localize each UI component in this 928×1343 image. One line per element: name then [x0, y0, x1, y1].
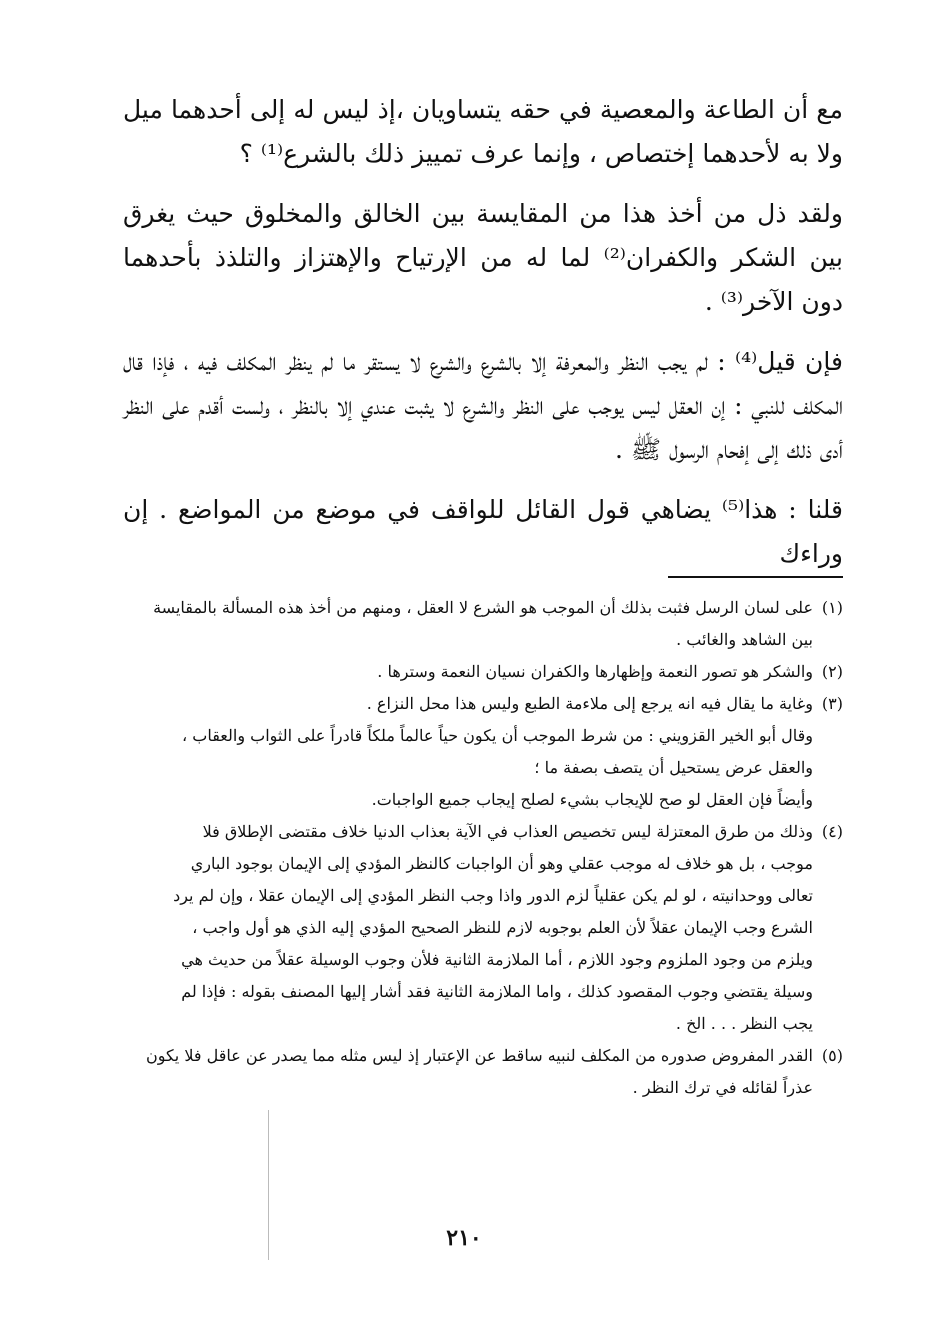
footnote-number: (٣) — [821, 694, 843, 713]
footnote-line: على لسان الرسل فثبت بذلك أن الموجب هو الشرع لا العقل ، ومنهم من أخذ هذه المسألة بالمقايسة — [153, 598, 813, 617]
footnote-number: (٢) — [821, 662, 843, 681]
footnote-number: (٤) — [821, 822, 843, 841]
footnote-line: وغاية ما يقال فيه انه يرجع إلى ملاءمة الطبع وليس هذا محل النزاع . — [366, 694, 813, 713]
footnote-line: وسيلة يقتضي وجوب المقصود كذلك ، واما الملازمة الثانية فقد أشار إليها المصنف بقوله : فإذا لم — [181, 982, 813, 1001]
footnote-line: والعقل عرض يستحيل أن يتصف بصفة ما ؛ — [534, 758, 813, 777]
footnote-line: ويلزم من وجود الملزوم وجود اللازم ، أما الملازمة الثانية فلأن وجوب الوسيلة عقلاً من حديث هي — [181, 950, 813, 969]
footnote-line: بين الشاهد والغائب . — [676, 630, 813, 649]
footnote-number: (١) — [821, 598, 843, 617]
footnote-line: وقال أبو الخير القزويني : من شرط الموجب أن يكون حياً عالماً ملكاً قادراً على الثواب والعقاب ، — [182, 726, 813, 745]
main-text — [123, 88, 843, 576]
paragraph-2: ولقد ذل من أخذ هذا من المقايسة بين الخالق والمخلوق حيث يغرق بين الشكر والكفران⁽²⁾ لما له من الإرتياح والإهتزاز والتلذذ بأحدهما دون الآخر⁽³⁾ . — [123, 199, 843, 316]
footnote-separator — [668, 576, 843, 578]
footnote-line: يجب النظر . . . الخ . — [675, 1014, 813, 1033]
footnote-number: (٥) — [821, 1046, 843, 1065]
footnote-line: القدر المفروض صدوره من المكلف لنبيه ساقط عن الإعتبار إذ ليس مثله مما يصدر عن عاقل فلا يكون — [145, 1046, 813, 1065]
footnote-line: الشرع وجب الإيمان عقلاً لأن العلم بوجوبه لازم للنظر الصحيح المؤدي إليه الذي هو أول واجب ، — [192, 918, 813, 937]
footnote-line: وذلك من طرق المعتزلة ليس تخصيص العذاب في الآية بعذاب الدنيا خلاف مقتضى الإطلاق فلا — [202, 822, 813, 841]
footnote-line: والشكر هو تصور النعمة وإظهارها والكفران نسيان النعمة وسترها . — [377, 662, 813, 681]
footnote-1 — [128, 592, 843, 656]
footnote-line: موجب ، بل هو خلاف له موجب عقلي وهو أن الواجبات كالنظر المؤدي إلى الإيمان بوجود الباري — [190, 854, 813, 873]
paragraph-4: قلنا : هذا⁽⁵⁾ يضاهي قول القائل للواقف في موضع من المواضع . إن وراءك — [123, 495, 843, 568]
paragraph-3: فإن قيل⁽⁴⁾ : لم يجب النظر والمعرفة إلا بالشرع والشرع لا يستقر ما لم ينظر المكلف فيه ، فإذا قال المكلف للنبي : إن العقل ليس يوجب على النظر والشرع لا يثبت عندي إلا بالنظر ، ولست أقدم على النظر أدى ذلك إلى إفحام الرسول ﷺ . — [123, 347, 843, 464]
footnote-line: تعالى ووحدانيته ، لو لم يكن عقلياً لزم الدور واذا وجب النظر المؤدي إلى الإيمان عقلا ، وإن لم يرد — [173, 886, 813, 905]
footnote-line: عذراً لقائله في ترك النظر . — [632, 1078, 813, 1097]
footnote-3 — [128, 688, 843, 816]
footnote-5 — [128, 1040, 843, 1104]
footnote-4 — [128, 816, 843, 1040]
footnote-2 — [128, 656, 843, 688]
footnote-line: وأيضاً فإن العقل لو صح للإيجاب بشيء لصلح إيجاب جميع الواجبات. — [371, 790, 813, 809]
page-number: ٢١٠ — [446, 1225, 482, 1251]
footnotes — [128, 592, 843, 1104]
paragraph-1: مع أن الطاعة والمعصية في حقه يتساويان ،إذ ليس له إلى أحدهما ميل ولا به لأحدهما إختصاص ، وإنما عرف تمييز ذلك بالشرع⁽¹⁾ ؟ — [123, 95, 843, 168]
